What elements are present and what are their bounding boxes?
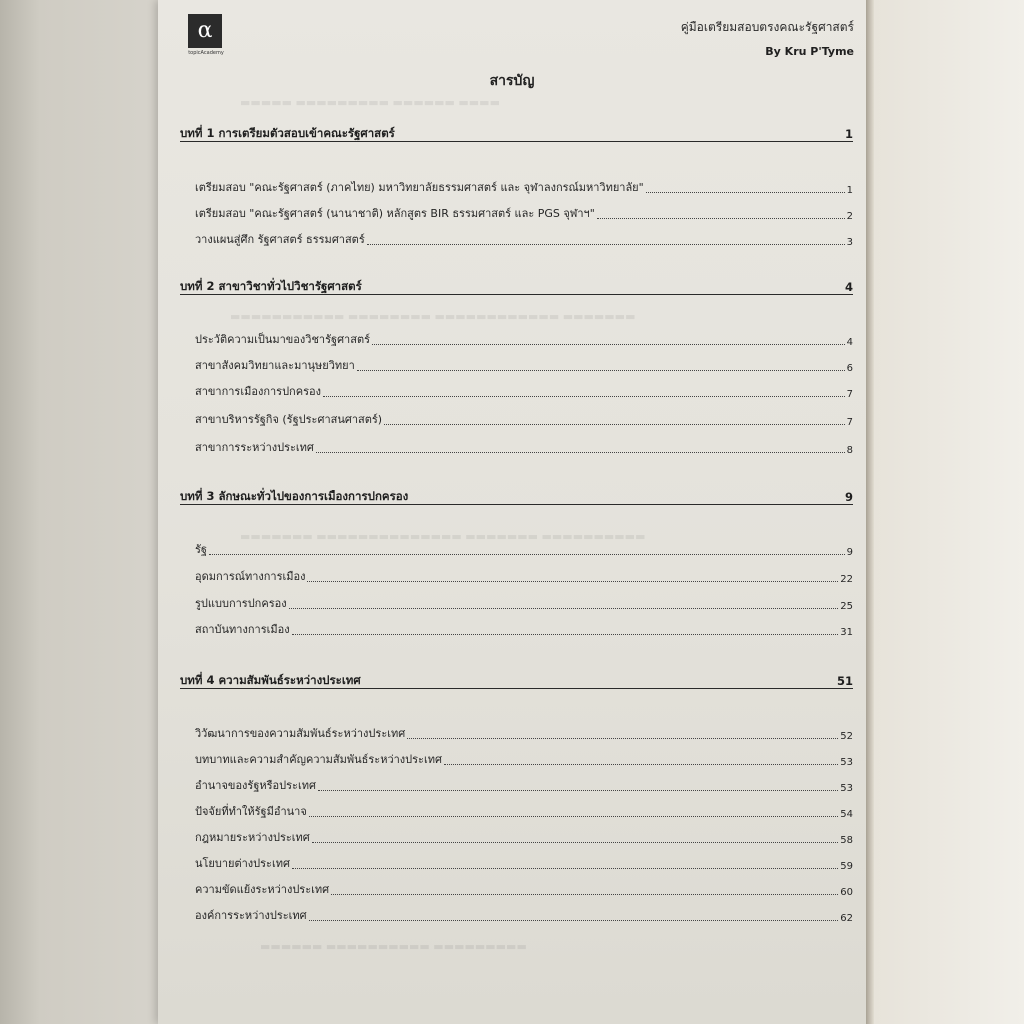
entry-page: 7 xyxy=(846,417,853,428)
entry-page: 60 xyxy=(840,887,853,898)
entry-title: ประวัติความเป็นมาของวิชารัฐศาสตร์ xyxy=(195,333,370,346)
next-page-edge xyxy=(874,0,1024,1024)
toc-entry xyxy=(195,752,853,768)
dot-leader xyxy=(323,395,845,397)
toc-entry xyxy=(195,804,853,820)
toc-entry xyxy=(195,726,853,742)
entry-page: 8 xyxy=(846,445,853,456)
book-author: By Kru P'Tyme xyxy=(765,45,854,58)
chapter-title: บทที่ 3 ลักษณะทั่วไปของการเมืองการปกครอง xyxy=(180,489,409,503)
dot-leader xyxy=(289,607,839,609)
dot-leader xyxy=(372,343,845,345)
toc-entry xyxy=(195,384,853,400)
entry-title: สาขาการระหว่างประเทศ xyxy=(195,441,314,454)
entry-page: 53 xyxy=(840,757,853,768)
chapter-page: 4 xyxy=(844,280,853,294)
dot-leader xyxy=(331,893,838,895)
entry-title: องค์การระหว่างประเทศ xyxy=(195,909,307,922)
entry-title: รัฐ xyxy=(195,543,207,556)
entry-page: 4 xyxy=(846,337,853,348)
chapter-rule xyxy=(180,688,853,689)
page-edge xyxy=(866,0,874,1024)
toc-entry xyxy=(195,180,853,196)
entry-page: 9 xyxy=(846,547,853,558)
toc-entry xyxy=(195,332,853,348)
logo-text: topicAcademy xyxy=(188,50,224,56)
toc-entry xyxy=(195,778,853,794)
entry-title: วางแผนสู่ศึก รัฐศาสตร์ ธรรมศาสตร์ xyxy=(195,233,365,246)
chapter-heading xyxy=(180,672,853,690)
chapter-page: 9 xyxy=(844,490,853,504)
toc-entry xyxy=(195,206,853,222)
entry-title: เตรียมสอบ "คณะรัฐศาสตร์ (ภาคไทย) มหาวิทยาลัยธรรมศาสตร์ และ จุฬาลงกรณ์มหาวิทยาลัย" xyxy=(195,181,644,194)
toc-entry xyxy=(195,358,853,374)
bleed-through: ▬▬▬▬ ▬▬▬▬▬▬ ▬▬▬▬▬▬▬▬▬ ▬▬▬▬▬ xyxy=(240,96,500,109)
chapter-rule xyxy=(180,294,853,295)
topic-academy-logo xyxy=(183,14,229,60)
toc-entry xyxy=(195,232,853,248)
dot-leader xyxy=(312,841,839,843)
dot-leader xyxy=(309,815,838,817)
chapter-title: บทที่ 4 ความสัมพันธ์ระหว่างประเทศ xyxy=(180,673,361,687)
entry-page: 6 xyxy=(846,363,853,374)
entry-title: อุดมการณ์ทางการเมือง xyxy=(195,570,306,583)
toc-entry xyxy=(195,412,853,428)
book-title: คู่มือเตรียมสอบตรงคณะรัฐศาสตร์ xyxy=(680,20,854,34)
entry-title: ปัจจัยที่ทำให้รัฐมีอำนาจ xyxy=(195,805,307,818)
bleed-through: ▬▬▬▬▬▬▬▬▬ ▬▬▬▬▬▬▬▬▬▬ ▬▬▬▬▬▬ xyxy=(260,940,527,953)
chapter-page: 51 xyxy=(836,674,853,688)
entry-title: รูปแบบการปกครอง xyxy=(195,597,287,610)
entry-title: กฎหมายระหว่างประเทศ xyxy=(195,831,310,844)
toc-entry xyxy=(195,830,853,846)
entry-page: 58 xyxy=(840,835,853,846)
entry-title: อำนาจของรัฐหรือประเทศ xyxy=(195,779,316,792)
dot-leader xyxy=(597,217,845,219)
chapter-title: บทที่ 2 สาขาวิชาทั่วไปวิชารัฐศาสตร์ xyxy=(180,279,362,293)
entry-title: เตรียมสอบ "คณะรัฐศาสตร์ (นานาชาติ) หลักสูตร BIR ธรรมศาสตร์ และ PGS จุฬาฯ" xyxy=(195,207,595,220)
dot-leader xyxy=(209,553,845,555)
entry-page: 31 xyxy=(840,627,853,638)
chapter-title: บทที่ 1 การเตรียมตัวสอบเข้าคณะรัฐศาสตร์ xyxy=(180,126,395,140)
dot-leader xyxy=(444,763,838,765)
dot-leader xyxy=(318,789,838,791)
dot-leader xyxy=(367,243,845,245)
chapter-heading xyxy=(180,488,853,506)
toc-entry xyxy=(195,908,853,924)
dot-leader xyxy=(646,191,845,193)
dot-leader xyxy=(292,633,839,635)
toc-entry xyxy=(195,440,853,456)
alpha-logo-icon: α xyxy=(188,14,222,48)
entry-page: 62 xyxy=(840,913,853,924)
entry-page: 3 xyxy=(846,237,853,248)
dot-leader xyxy=(316,451,845,453)
entry-title: สถาบันทางการเมือง xyxy=(195,623,290,636)
chapter-page: 1 xyxy=(844,127,853,141)
toc-entry xyxy=(195,882,853,898)
entry-page: 53 xyxy=(840,783,853,794)
entry-title: ความขัดแย้งระหว่างประเทศ xyxy=(195,883,330,896)
dot-leader xyxy=(384,423,845,425)
dot-leader xyxy=(357,369,845,371)
toc-entry xyxy=(195,542,853,558)
entry-page: 54 xyxy=(840,809,853,820)
bleed-through: ▬▬▬▬▬▬▬▬▬▬ ▬▬▬▬▬▬▬ ▬▬▬▬▬▬▬▬▬▬▬▬▬▬ ▬▬▬▬▬▬▬ xyxy=(240,530,646,543)
dot-leader xyxy=(292,867,838,869)
entry-title: นโยบายต่างประเทศ xyxy=(195,857,290,870)
entry-page: 52 xyxy=(840,731,853,742)
entry-page: 22 xyxy=(840,574,853,585)
toc-entry xyxy=(195,569,853,585)
entry-page: 7 xyxy=(846,389,853,400)
dot-leader xyxy=(307,580,838,582)
toc-entry xyxy=(195,596,853,612)
toc-entry xyxy=(195,856,853,872)
bleed-through: ▬▬▬▬▬▬▬ ▬▬▬▬▬▬▬▬▬▬▬▬ ▬▬▬▬▬▬▬▬ ▬▬▬▬▬▬▬▬▬▬▬ xyxy=(230,310,636,323)
entry-title: สาขาบริหารรัฐกิจ (รัฐประศาสนศาสตร์) xyxy=(195,413,383,426)
toc-heading: สารบัญ xyxy=(489,73,535,89)
chapter-heading xyxy=(180,125,853,143)
entry-page: 2 xyxy=(846,211,853,222)
entry-page: 59 xyxy=(840,861,853,872)
entry-title: สาขาการเมืองการปกครอง xyxy=(195,385,321,398)
entry-title: วิวัฒนาการของความสัมพันธ์ระหว่างประเทศ xyxy=(195,727,406,740)
chapter-rule xyxy=(180,141,853,142)
chapter-rule xyxy=(180,504,853,505)
dot-leader xyxy=(407,737,838,739)
entry-page: 1 xyxy=(846,185,853,196)
entry-page: 25 xyxy=(840,601,853,612)
entry-title: สาขาสังคมวิทยาและมานุษยวิทยา xyxy=(195,359,355,372)
entry-title: บทบาทและความสำคัญความสัมพันธ์ระหว่างประเทศ xyxy=(195,753,442,766)
chapter-heading xyxy=(180,278,853,296)
toc-entry xyxy=(195,622,853,638)
dot-leader xyxy=(309,919,839,921)
